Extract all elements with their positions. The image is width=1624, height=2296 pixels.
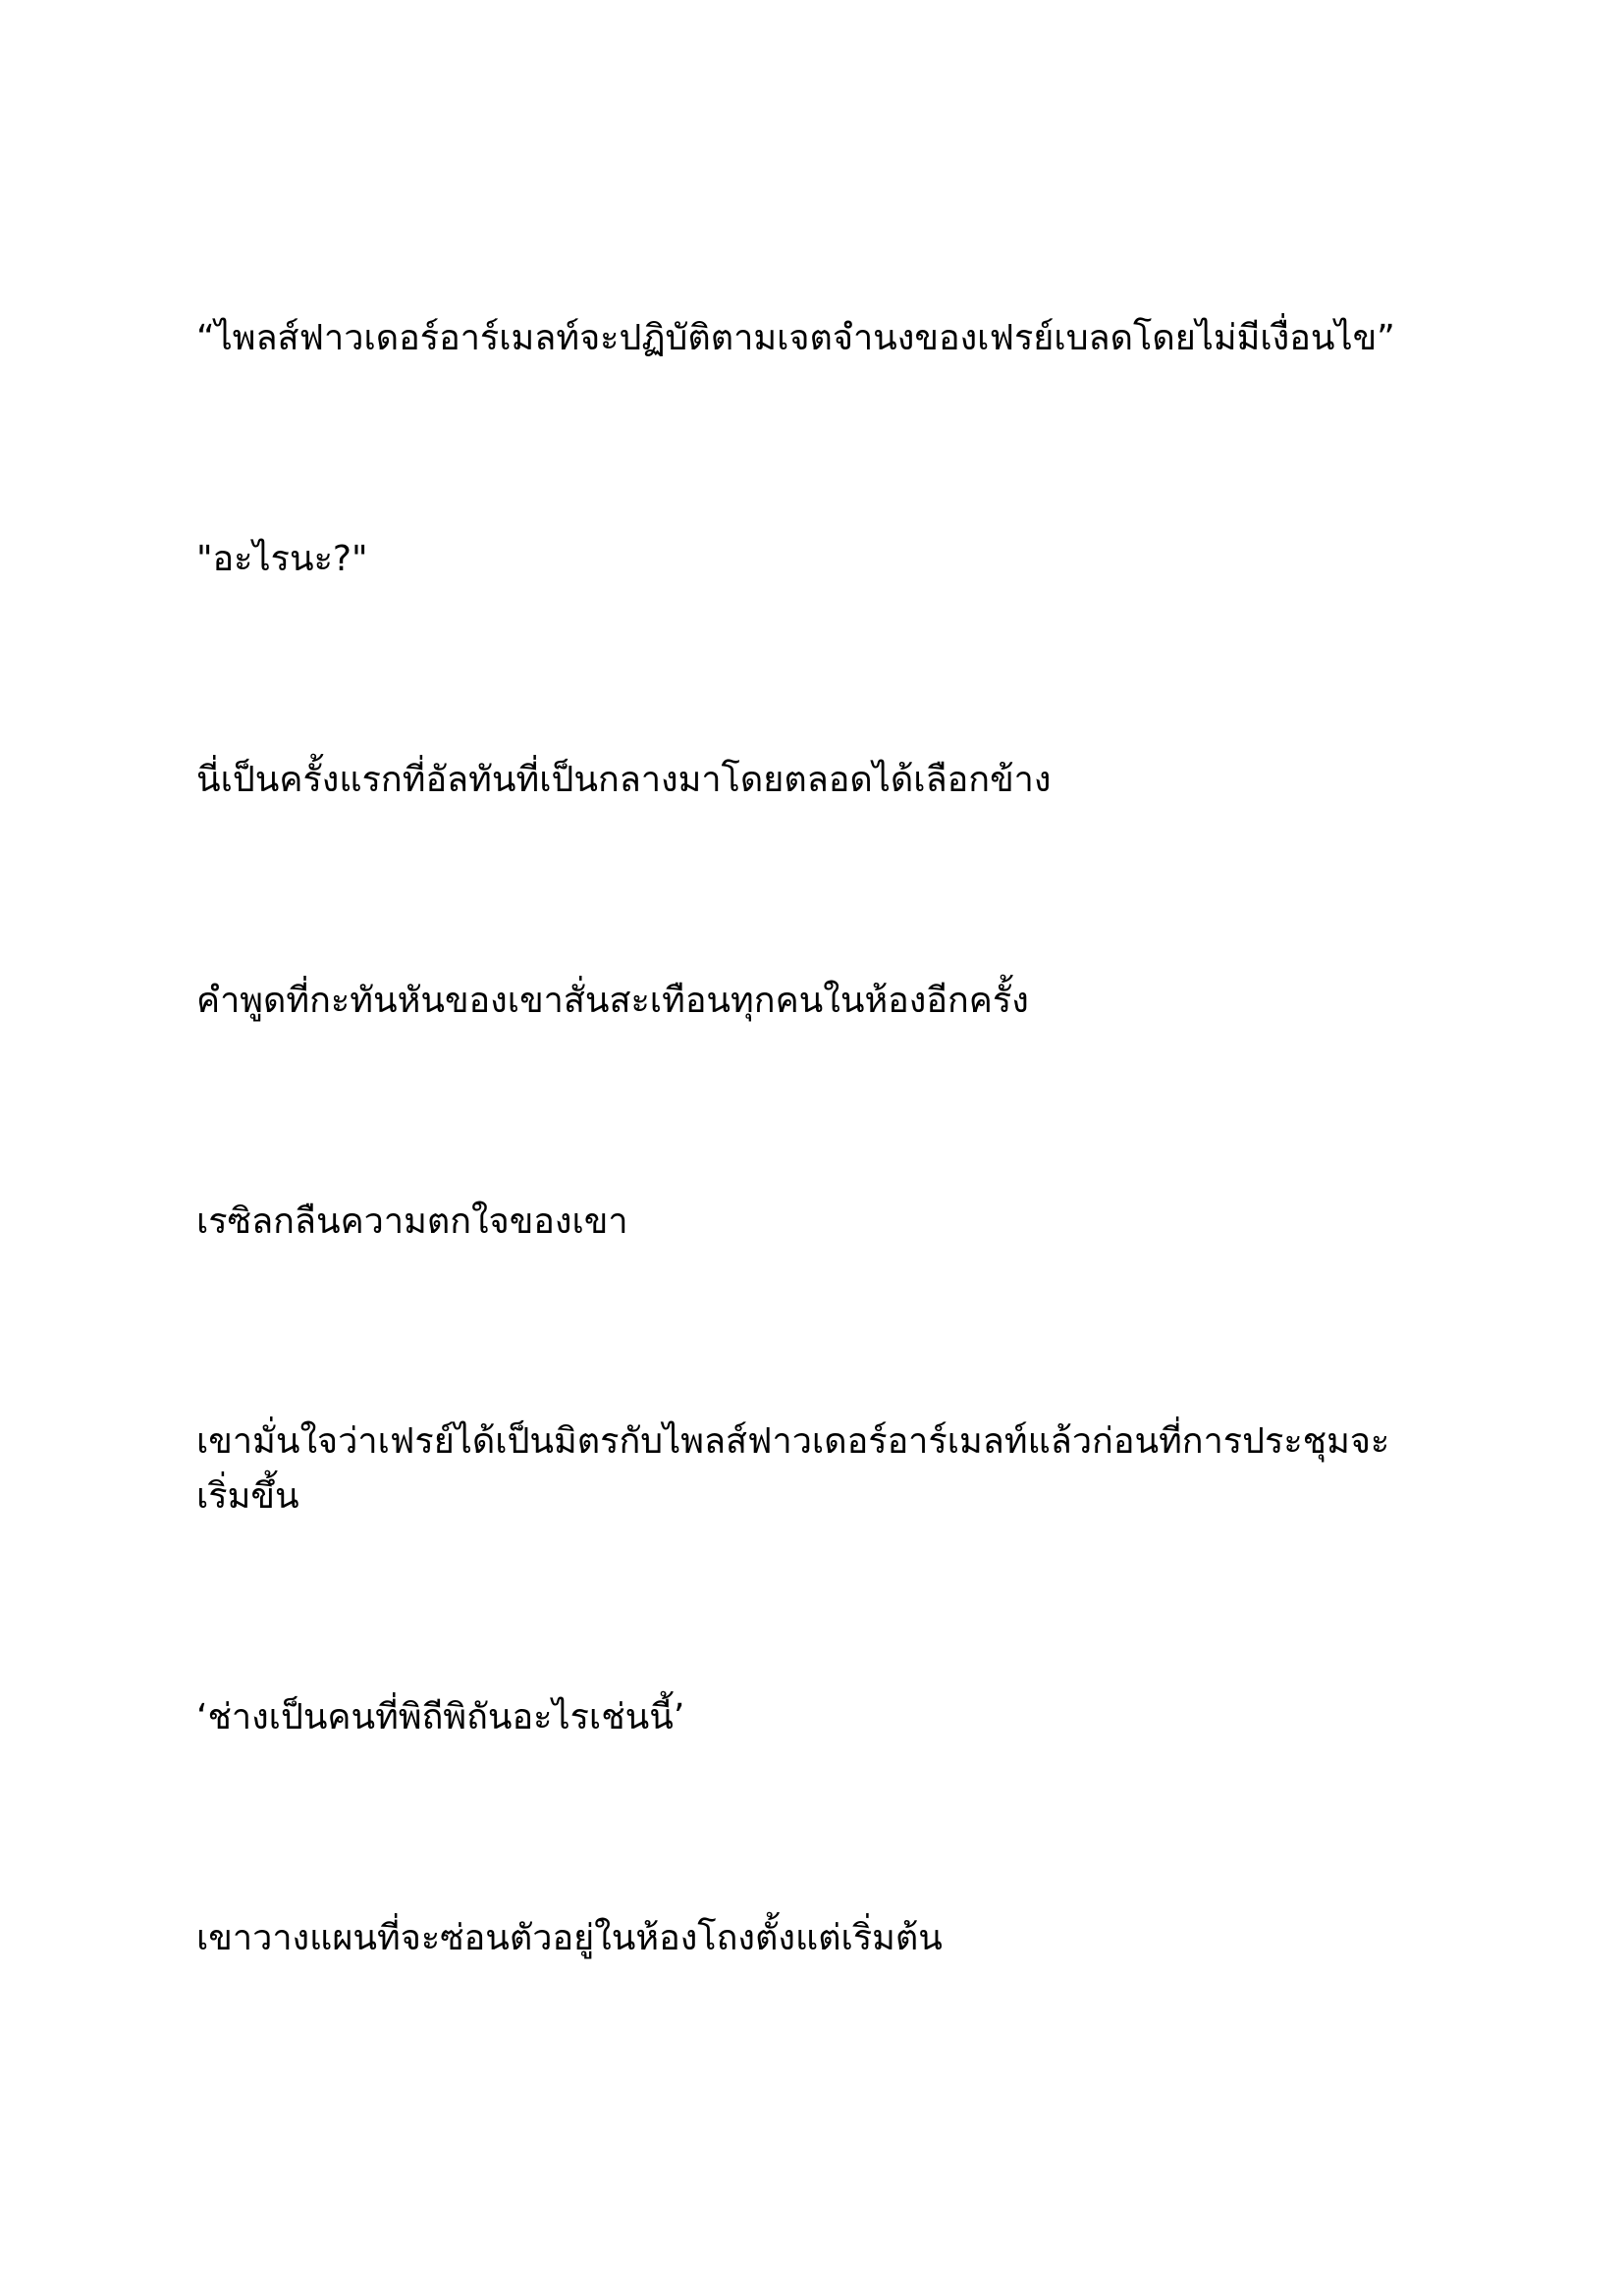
paragraph-5: เรซิลกลืนความตกใจของเขา: [196, 1201, 628, 1242]
paragraph-4: คำพูดที่กะทันหันของเขาสั่นสะเทือนทุกคนในห้องอีกครั้ง: [196, 981, 1029, 1021]
paragraph-3: นี่เป็นครั้งแรกที่อัลทันที่เป็นกลางมาโดยตลอดได้เลือกข้าง: [196, 760, 1052, 800]
paragraph-8: เขาวางแผนที่จะซ่อนตัวอยู่ในห้องโถงตั้งแต่เริ่มต้น: [196, 1918, 943, 1958]
paragraph-2: "อะไรนะ?": [196, 539, 368, 579]
paragraph-7: ‘ช่างเป็นคนที่พิถีพิถันอะไรเช่นนี้’: [196, 1697, 685, 1737]
paragraph-1: “ไพลส์ฟาวเดอร์อาร์เมลท์จะปฏิบัติตามเจตจำนงของเฟรย์เบลดโดยไม่มีเงื่อนไข”: [196, 318, 1395, 358]
paragraph-6: เขามั่นใจว่าเฟรย์ได้เป็นมิตรกับไพลส์ฟาวเดอร์อาร์เมลท์แล้วก่อนที่การประชุมจะเริ่มขึ้น: [196, 1421, 1390, 1517]
